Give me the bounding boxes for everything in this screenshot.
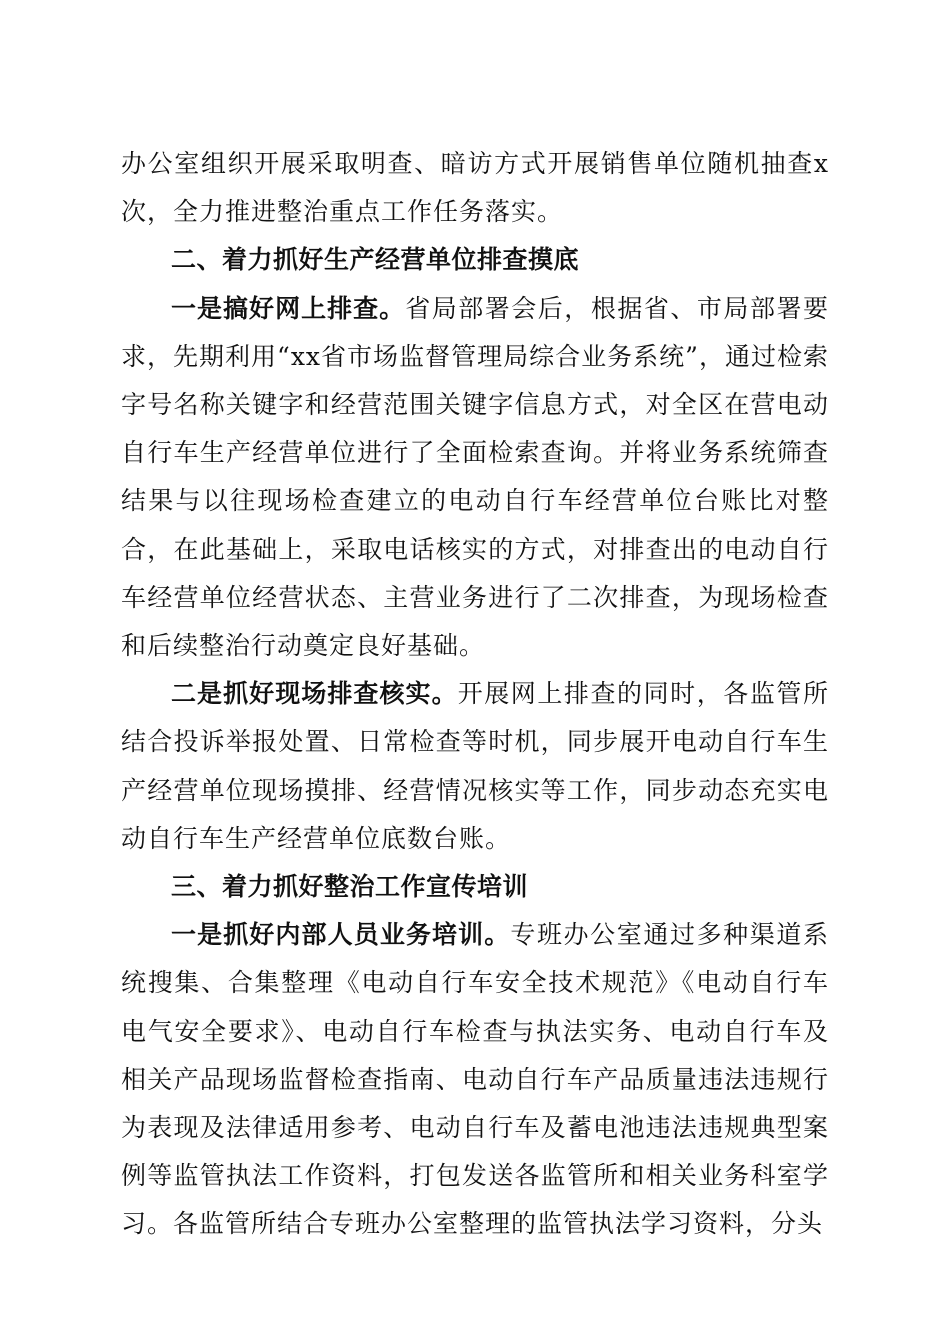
- paragraph-body-online-screening: 省局部署会后，根据省、市局部署要求，先期利用“xx省市场监督管理局综合业务系统”，通过检索字号名称关键字和经营范围关键字信息方式，对全区在营电动自行车生产经营单位进行了全面检索查询。并将业务系统筛查结果与以往现场检查建立的电动自行车经营单位台账比对整合，在此基础上，采取电话核实的方式，对排查出的电动自行车经营单位经营状态、主营业务进行了二次排查，为现场检查和后续整治行动奠定良好基础。: [121, 293, 829, 661]
- paragraph-internal-training: [121, 911, 829, 1248]
- paragraph-body-internal-training: 专班办公室通过多种渠道系统搜集、合集整理《电动自行车安全技术规范》《电动自行车电气安全要求》、电动自行车检查与执法实务、电动自行车及相关产品现场监督检查指南、电动自行车产品质量违法违规行为表现及法律适用参考、电动自行车及蓄电池违法违规典型案例等监管执法工作资料，打包发送各监管所和相关业务科室学习。各监管所结合专班办公室整理的监管执法学习资料，分头: [121, 920, 829, 1239]
- paragraph-lead-online-screening: 一是搞好网上排查。: [171, 293, 406, 323]
- section-heading-3: 三、着力抓好整治工作宣传培训: [171, 872, 529, 902]
- paragraph-continuation: 办公室组织开展采取明查、暗访方式开展销售单位随机抽查x次，全力推进整治重点工作任务落实。: [121, 149, 829, 227]
- paragraph-online-screening: [121, 285, 829, 671]
- section-heading-2: 二、着力抓好生产经营单位排查摸底: [171, 245, 580, 275]
- paragraph-onsite-verification: [121, 670, 829, 863]
- paragraph-body-onsite-verification: 开展网上排查的同时，各监管所结合投诉举报处置、日常检查等时机，同步展开电动自行车生产经营单位现场摸排、经营情况核实等工作，同步动态充实电动自行车生产经营单位底数台账。: [121, 679, 829, 853]
- paragraph-lead-onsite-verification: 二是抓好现场排查核实。: [171, 679, 458, 709]
- document-page: [121, 140, 829, 1249]
- paragraph-lead-internal-training: 一是抓好内部人员业务培训。: [171, 920, 511, 950]
